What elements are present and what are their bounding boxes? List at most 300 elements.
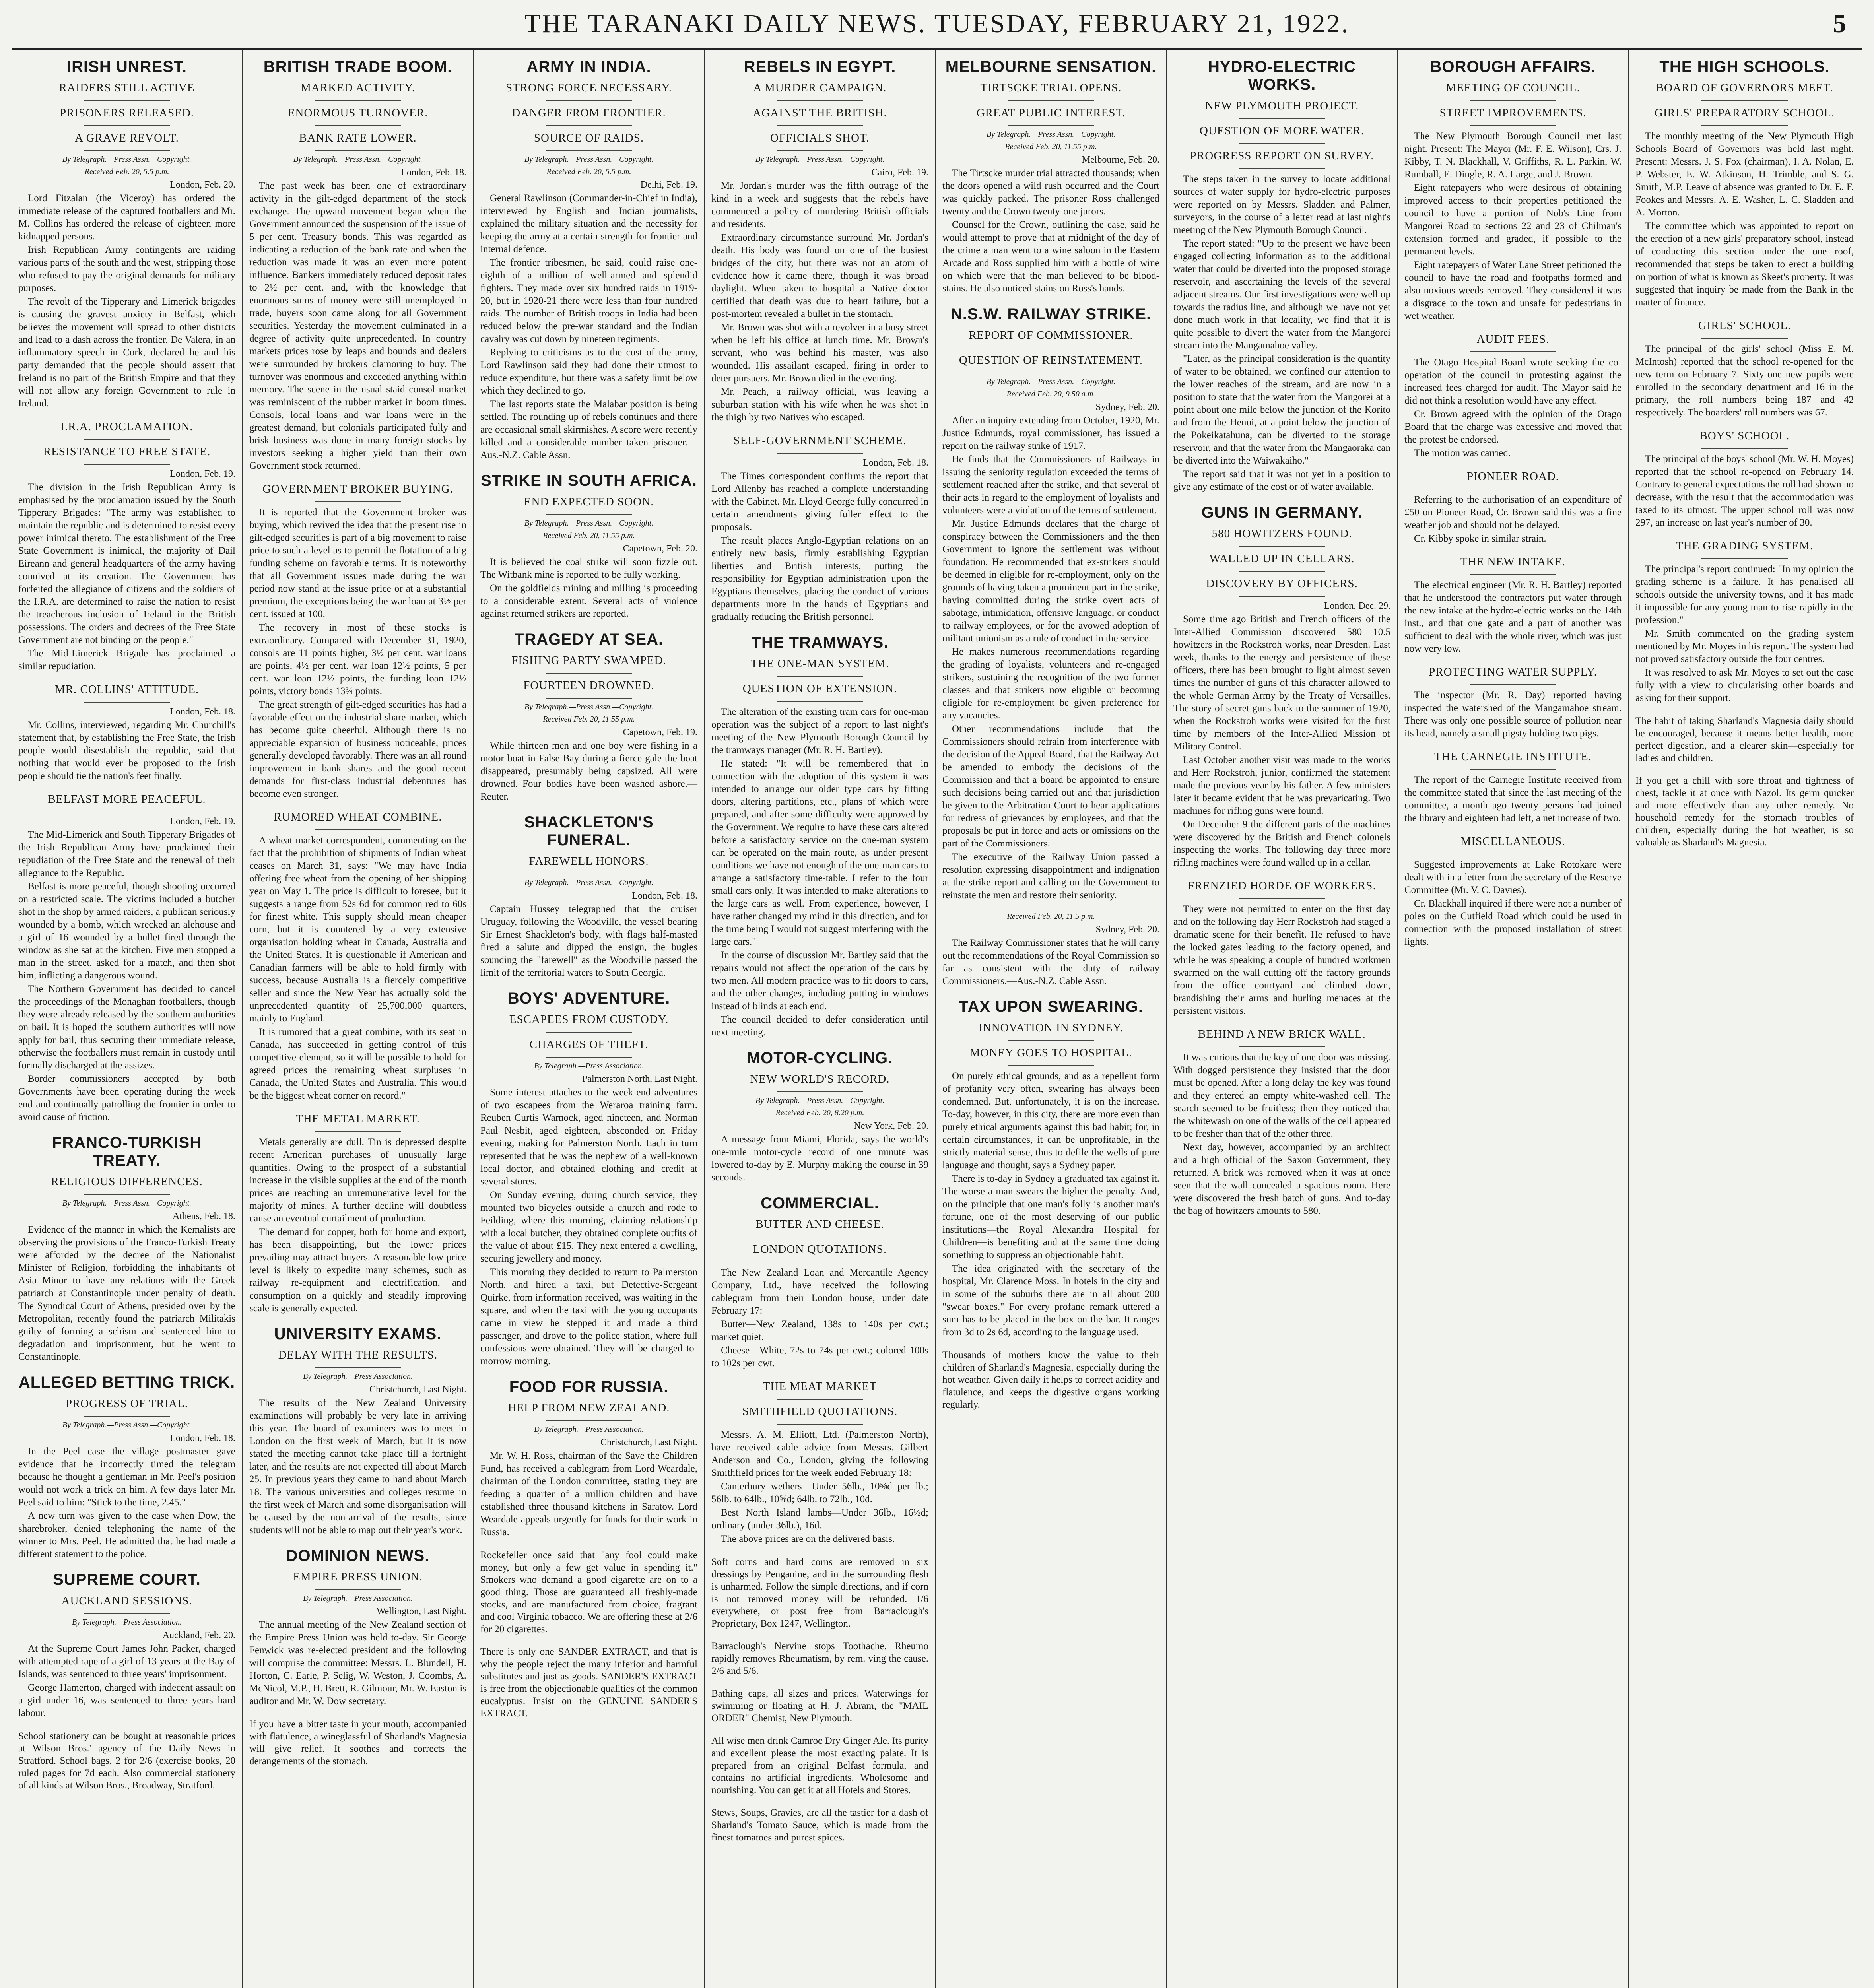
subheadline: DISCOVERY BY OFFICERS. (1206, 577, 1358, 590)
divider-rule (84, 1613, 170, 1614)
divider-rule (1008, 125, 1094, 126)
divider-rule (777, 150, 863, 151)
article-paragraph: In the Peel case the village postmaster gave evidence that he incorrectly timed the telegram because he thought a gentleman in Mr. Peel's position would not work a trick on him. A few days later Mr. Peel said to him: "Stick to the time, 2.45." (18, 1446, 235, 1508)
article-paragraph: Canterbury wethers—Under 56lb., 10⅝d per lb.; 56lb. to 64lb., 10⅝d; 64lb. to 72lb., 10d. (711, 1481, 928, 1505)
article-paragraph: Some interest attaches to the week-end adventures of two escapees from the Weraroa training farm. Reuben Curtis Warnock, aged nineteen, and Norman Paul Nesbit, aged eighteen, absconded on Friday evening, making for Palmerston North. Each in turn represented that he was the nephew of a well-known local doctor, and obtained clothing and credit at several stores. (480, 1087, 697, 1187)
headline: UNIVERSITY EXAMS. (274, 1325, 442, 1343)
divider-rule (546, 514, 632, 515)
article (18, 1374, 235, 1561)
headline: FOOD FOR RUSSIA. (509, 1378, 669, 1396)
article-paragraph: The principal's report continued: "In my opinion the grading scheme is a failure. It has penalised all schools outside the university towns, and it has made it impossible for any young man to rise rapidly in the profession." (1635, 564, 1854, 625)
subheadline: BELFAST MORE PEACEFUL. (48, 793, 206, 806)
article-paragraph: The Otago Hospital Board wrote seeking the co-operation of the council in protesting against the increased fees charged for audit. The Mayor said he did not think a resolution would have any effect. (1404, 357, 1622, 406)
subheadline: MONEY GOES TO HOSPITAL. (969, 1046, 1132, 1059)
advert-text: School stationery can be bought at reasonable prices at Wilson Bros.' agency of the Daily News in Stratford. School bags, 2 for 2/6 (exercise books, 20 ruled pages for 7d each. Also commercial stationery of all kinds at Wilson Bros., Broadway, Stratford. (18, 1731, 235, 1791)
subheadline: MARKED ACTIVITY. (301, 82, 415, 94)
subheadline: RAIDERS STILL ACTIVE (59, 82, 195, 94)
subheadline: RELIGIOUS DIFFERENCES. (51, 1175, 203, 1188)
article (1173, 58, 1390, 493)
advertisement (942, 1349, 1159, 1411)
article-paragraph: It is believed the coal strike will soon fizzle out. The Witbank mine is reported to be fully working. (480, 557, 697, 580)
headline: FRANCO-TURKISH TREATY. (52, 1134, 202, 1169)
divider-rule (1239, 118, 1325, 119)
article-paragraph: In the course of discussion Mr. Bartley said that the repairs would not affect the operation of the cars by two men. All modern practice was to fit doors to cars, and the other changes, including putting in windows instead of blinds at each end. (711, 950, 928, 1011)
headline: GUNS IN GERMANY. (1201, 504, 1363, 521)
subheadline: SMITHFIELD QUOTATIONS. (742, 1405, 898, 1418)
article-paragraph: It was resolved to ask Mr. Moyes to set out the case fully with a view to circularising other boards and asking for their support. (1635, 667, 1854, 703)
advert-text: There is only one SANDER EXTRACT, and that is why the people reject the many inferior and harmful substitutes and just as goods. SANDER'S EXTRACT is free from the objectionable qualities of the common eucalyptus. Insist on the GENUINE SANDER'S EXTRACT. (480, 1646, 697, 1719)
dateline: Wellington, Last Night. (376, 1606, 466, 1617)
article (1404, 333, 1622, 460)
column-3 (474, 50, 705, 1988)
subheadline: GOVERNMENT BROKER BUYING. (262, 483, 453, 495)
article-paragraph: Best North Island lambs—Under 36lb., 16½d; ordinary (under 36lb.), 16d. (711, 1507, 928, 1531)
article (711, 634, 928, 1039)
divider-rule (1701, 338, 1789, 339)
article (1404, 835, 1622, 948)
headline: REBELS IN EGYPT. (744, 58, 896, 76)
subheadline: MISCELLANEOUS. (1460, 835, 1565, 848)
dateline: London, Feb. 20. (170, 180, 235, 190)
masthead (12, 0, 1862, 50)
article-paragraph: Cr. Kibby spoke in similar strain. (1414, 533, 1546, 544)
article-paragraph: Referring to the authorisation of an expenditure of £50 on Pioneer Road, Cr. Brown said this was a fine weather job and should not be delayed. (1404, 494, 1622, 530)
dateline: Christchurch, Last Night. (369, 1384, 466, 1395)
article-paragraph: The Northern Government has decided to cancel the proceedings of the Monaghan footballers, though they were already released by the southern authorities on bail. It is hoped the southern authorities will now apply for bail, thus securing their immediate release, otherwise the footballers must remain in custody until formally discharged at the assizes. (18, 984, 235, 1071)
subheadline: SOURCE OF RAIDS. (534, 132, 644, 144)
divider-rule (777, 1091, 863, 1092)
press-credit: By Telegraph.—Press Assn.—Copyright. (524, 878, 654, 887)
subheadline: THE ONE-MAN SYSTEM. (750, 657, 889, 670)
dateline: Athens, Feb. 18. (173, 1211, 235, 1221)
article-paragraph: Eight ratepayers of Water Lane Street petitioned the council to have the road and footpaths formed and also noxious weeds removed. They considered it was a disgrace to the town and unsafe for pedestrians in wet weather. (1404, 260, 1622, 321)
subheadline: PROTECTING WATER SUPPLY. (1429, 666, 1597, 678)
divider-rule (546, 698, 632, 699)
subheadline: RESISTANCE TO FREE STATE. (43, 445, 211, 458)
dateline: London, Feb. 18. (170, 707, 235, 717)
article (1635, 58, 1854, 309)
article-paragraph: It is rumored that a great combine, with its seat in Canada, has succeeded in getting control of this competitive element, so it will be possible to hold for agreed prices the remaining wheat surpluses in Canada, the United States and Australia. This would be the biggest wheat corner on record." (249, 1027, 466, 1101)
dateline: Sydney, Feb. 20. (1095, 924, 1159, 935)
article-paragraph: The New Plymouth Borough Council met last night. Present: The Mayor (Mr. F. E. Wilson), Crs. J. Kibby, T. N. Blackhall, V. Griffiths, R. L. Parkin, W. Rumball, E. Dingle, R. A. Large, and J. Brown. (1404, 131, 1622, 180)
press-credit: By Telegraph.—Press Assn.—Copyright. (524, 155, 654, 164)
dateline: Melbourne, Feb. 20. (1082, 155, 1159, 165)
subheadline: GIRLS' PREPARATORY SCHOOL. (1654, 107, 1835, 119)
article-paragraph: The frontier tribesmen, he said, could raise one-eighth of a million of well-armed and splendid fighters. They made over six hundred raids in 1919-20, but in 1920-21 there were less than four hundred raids. The number of British troops in India had been reduced below the pre-war standard and the Indian cavalry was cut down by nineteen regiments. (480, 257, 697, 344)
article-paragraph: Suggested improvements at Lake Rotokare were dealt with in a letter from the secretary of the Reserve Committee (Mr. V. C. Davies). (1404, 859, 1622, 895)
divider-rule (1008, 1040, 1094, 1041)
article-paragraph: The annual meeting of the New Zealand section of the Empire Press Union was held to-day. Sir George Fenwick was re-elected president and the following will comprise the committee: Messrs. L. Blundell, H. Horton, C. Earle, P. Selig, W. Weston, J. Coombs, A. McNicol, M.P., H. Brett, R. Gilmour, Mr. W. Easton is auditor and Mr. W. Dow secretary. (249, 1619, 466, 1706)
divider-rule (546, 100, 632, 101)
divider-rule (777, 1399, 863, 1400)
article-paragraph: He stated: "It will be remembered that in connection with the adoption of this system it was intended to arrange our older type cars by fitting doors, altering partitions, etc., plans of which were prepared, and after some difficulty were approved by the Government. We require to have these cars altered before a satisfactory service on the one-man system can be operated on the main route, as under present conditions we have not enough of the one-man cars to arrange a satisfactory time-table. I refer to the four small cars only. It was intended to make alterations to the large cars as well. From experience, however, I have rather changed my mind in this direction, and for the time being I would not suggest interfering with the large cars." (711, 758, 928, 947)
press-credit: By Telegraph.—Press Assn.—Copyright. (986, 130, 1116, 139)
article (480, 58, 697, 462)
received-time: Received Feb. 20, 9.50 a.m. (1006, 390, 1095, 398)
article-paragraph: The idea originated with the secretary of the hospital, Mr. Clarence Moss. In hotels in the city and in some of the suburbs there are in all about 200 "swear boxes." For every profane remark uttered a sum has to be placed in the box on the bar. It ranges from 3d to 2s 6d, according to the language used. (942, 1263, 1159, 1338)
divider-rule (1239, 571, 1325, 572)
article-paragraph: Mr. Justice Edmunds declares that the charge of conspiracy between the Commissioners and the then Government to ignore the settlement was without foundation. He recommended that ex-strikers should be deemed in eligible for re-employment, only on the grounds of having taken a prominent part in the strike, having committed during the strike overt acts of sabotage, intimidation, offensive language, or conduct to railway employees, or for the avowed adoption of militant unionism as a rule of conduct in the service. (942, 518, 1159, 644)
subheadline: STRONG FORCE NECESSARY. (505, 82, 672, 94)
dateline: Capetown, Feb. 19. (623, 727, 697, 738)
article-paragraph: The division in the Irish Republican Army is emphasised by the proclamation issued by the South Tipperary Brigades: "The army was established to maintain the republic and is determined to resist every power inimical thereto. The establishment of the Free State Government is inimical, the majority of Dail Eireann and general headquarters of the army having connived at its creation. The Government has forfeited the allegiance of citizens and the soldiers of the I.R.A. are determined to raise the nation to resist the treacherous inclusion of Ireland in the British possessions. The orders and decrees of the Free State Government are not binding on the people." (18, 482, 235, 645)
column-5 (936, 50, 1167, 1988)
article (942, 912, 1159, 988)
article-paragraph: The results of the New Zealand University examinations will probably be very late in arriving this year. The board of examiners was to meet in London on the first week of March, but it is now stated the meeting cannot take place till a fortnight later, and the results are not expected till about March 25. In previous years they came to hand about March 18. The various universities and colleges resume in the first week of March and some disorganisation will be caused by the non-arrival of the results, since students will not be able to map out their year's work. (249, 1398, 466, 1536)
divider-rule (546, 673, 632, 674)
article-paragraph: Belfast is more peaceful, though shooting occurred on a restricted scale. The victims included a butcher shot in the shop by armed raiders, a publican seriously wounded by a bomb, which wrecked an alehouse and a girl of 16 wounded by a bullet fired through the window as she sat at the kitchen. Five men stopped a man in the street, asked for a match, and then shot him, inflicting a dangerous wound. (18, 881, 235, 981)
article-paragraph: The great strength of gilt-edged securities has had a favorable effect on the industrial share market, which has become quite cheerful. Although there is no appreciable expansion of business noticeable, prices generally developed favorably. There was an all round improvement in bank shares and the good recent demands for first-class industrial debentures has become even stronger. (249, 699, 466, 799)
dateline: Sydney, Feb. 20. (1095, 402, 1159, 412)
article (249, 1112, 466, 1315)
subheadline: WALLED UP IN CELLARS. (1209, 552, 1355, 565)
article-paragraph: General Rawlinson (Commander-in-Chief in India), interviewed by English and Indian journalists, explained the military situation and the necessity for keeping the army at a certain strength for frontier and internal defence. (480, 193, 697, 254)
article (1404, 666, 1622, 740)
article-paragraph: The committee which was appointed to report on the erection of a new girls' preparatory school, instead of conducting this section under the one roof, recommended that steps be taken to erect a building on portion of what is known as Skeet's property. It was suggested that inquiry be made from the Bank in the matter of finance. (1635, 221, 1854, 308)
subheadline: A MURDER CAMPAIGN. (753, 82, 887, 94)
headline: HYDRO-ELECTRIC WORKS. (1208, 58, 1356, 93)
article-paragraph: The past week has been one of extraordinary activity in the gilt-edged department of the stock exchange. The upward movement began when the Government announced the suspension of the issue of 5 per cent. Treasury bonds. This was regarded as indicating a reduction of the bank-rate and when the reduction was made it was an even more potent influence. Bankers immediately reduced deposit rates to 2½ per cent. and, with the knowledge that enormous sums of money were still unemployed in trade, buyers soon came along for all Government securities. Yesterday the movement culminated in a degree of activity quite unprecedented. In country markets prices rose by leaps and bounds and dealers were surrounded by brokers clamoring to buy. The turnover was enormous and exceeded anything within memory. The scene in the usual staid consol market was reminiscent of the rubber market in boom times. Consols, local loans and war loans were in the greatest demand, but colonials participated fully and brisk business was done in many foreign stocks by investors seeking a higher yield than their own Government stock returned. (249, 181, 466, 471)
article (711, 58, 928, 424)
article (942, 305, 1159, 902)
divider-rule (1701, 558, 1789, 559)
headline: N.S.W. RAILWAY STRIKE. (950, 305, 1152, 323)
article-paragraph: The Mid-Limerick and South Tipperary Brigades of the Irish Republican Army have proclaimed their repudiation of the Free State and the renewal of their allegiance to the Republic. (18, 829, 235, 878)
subheadline: MR. COLLINS' ATTITUDE. (54, 683, 199, 696)
subheadline: AGAINST THE BRITISH. (753, 107, 887, 119)
advertisement (480, 1549, 697, 1635)
advertisement (711, 1687, 928, 1724)
article-paragraph: "Later, as the principal consideration is the quantity of water to be obtained, we confined our attention to the lower reaches of the stream, and are now in a position to state that the water from the Mangorei at a point about one mile below the junction of the Korito and from the Henui, at a point below the junction of the Pokeikatahuna, can be diverted to the storage reservoir, and that the water from the Mangaoraka can be diverted into the Waiwakaiho." (1173, 353, 1390, 466)
divider-rule (546, 150, 632, 151)
article-paragraph: Mr. Jordan's murder was the fifth outrage of the kind in a week and suggests that the rebels have commenced a policy of murdering British officials and residents. (711, 181, 928, 229)
subheadline: FISHING PARTY SWAMPED. (511, 654, 666, 667)
divider-rule (84, 464, 170, 465)
article (249, 811, 466, 1102)
article-paragraph: The demand for copper, both for home and export, has been disappointing, but the lower prices prevailing may attract buyers. A reasonable low price level is likely to expedite many schemes, such as railway re-equipment and electrification, and consumption on a quickly and steadily improving scale is generally expected. (249, 1227, 466, 1314)
divider-rule (1239, 1046, 1325, 1047)
article (249, 1547, 466, 1708)
advertisement (18, 1730, 235, 1792)
article-paragraph: This morning they decided to return to Palmerston North, and hired a taxi, but Detective-Sergeant Quirke, from information received, was waiting in the square, and when the taxi with the young occupants came in view he stepped it and made a third passenger, and drove to the police station, where full confessions were obtained. They will be charged to-morrow morning. (480, 1267, 697, 1367)
article (480, 631, 697, 803)
article (1404, 470, 1622, 545)
article-paragraph: Eight ratepayers who were desirous of obtaining improved access to their properties petitioned the council to have a portion of Nob's Line from Mangorei Road to sections 22 and 23 of Chilman's extension formed and graded, if possible to the permanent levels. (1404, 182, 1622, 257)
subheadline: THE MEAT MARKET (763, 1380, 877, 1393)
article-paragraph: On December 9 the different parts of the machines were discovered by the British and French colonels inspecting the works. The following day three more rifling machines were found walled up in a cellar. (1173, 819, 1390, 868)
article-paragraph: The above prices are on the delivered basis. (721, 1534, 895, 1544)
press-credit: By Telegraph.—Press Assn.—Copyright. (755, 155, 885, 164)
subheadline: THE NEW INTAKE. (1460, 555, 1566, 568)
divider-rule (777, 453, 863, 454)
article-paragraph: Cr. Blackhall inquired if there were not a number of poles on the Cutfield Road which could be used in connection with the proposed installation of street lights. (1404, 898, 1622, 947)
subheadline: BOARD OF GOVERNORS MEET. (1656, 82, 1833, 94)
subheadline: FOURTEEN DROWNED. (523, 679, 654, 692)
subheadline: PIONEER ROAD. (1466, 470, 1559, 483)
article-paragraph: The alteration of the existing tram cars for one-man operation was the subject of a report to last night's meeting of the New Plymouth Borough Council by the tramways manager (Mr. R. H. Bartley). (711, 707, 928, 755)
press-credit: By Telegraph.—Press Assn.—Copyright. (986, 377, 1116, 386)
dateline: London, Feb. 19. (170, 469, 235, 479)
advert-text: Stews, Soups, Gravies, are all the tastier for a dash of Sharland's Tomato Sauce, which is made from the finest tomatoes and purest spices. (711, 1807, 928, 1843)
subheadline: BOYS' SCHOOL. (1699, 429, 1790, 442)
dateline: Capetown, Feb. 20. (623, 544, 697, 554)
article-paragraph: Last October another visit was made to the works and Herr Rockstroh, junior, confirmed the statement made the previous year by his father. A few ministers later it became evident that he was prevaricating. Two machines for rifling guns were found. (1173, 755, 1390, 816)
divider-rule (777, 125, 863, 126)
article (249, 1325, 466, 1537)
column-4 (705, 50, 936, 1988)
advert-text: Thousands of mothers know the value to their children of Sharland's Magnesia, especially during the hot weather. Given daily it helps to correct acidity and flatulence, and keeps the digestive organs working regularly. (942, 1350, 1159, 1410)
press-credit: By Telegraph.—Press Association. (72, 1618, 182, 1627)
article-paragraph: Messrs. A. M. Elliott, Ltd. (Palmerston North), have received cable advice from Messrs. Gilbert Anderson and Co., London, giving the following Smithfield prices for the week ended February 18: (711, 1429, 928, 1478)
column-6 (1167, 50, 1398, 1988)
divider-rule (777, 676, 863, 677)
divider-rule (84, 439, 170, 440)
subheadline: BUTTER AND CHEESE. (755, 1218, 884, 1231)
divider-rule (1470, 351, 1556, 352)
headline: SHACKLETON'S FUNERAL. (524, 813, 654, 849)
article (1173, 1028, 1390, 1217)
divider-rule (315, 150, 401, 151)
article-paragraph: The last reports state the Malabar position is being settled. The rounding up of rebels continues and there are occasional small skirmishes. A score were recently killed and a considerable number taken prisoner.—Aus.-N.Z. Cable Assn. (480, 399, 697, 460)
article-paragraph: He finds that the Commissioners of Railways in issuing the seniority regulation exceeded the terms of settlement reached after the strike, and that several of their acts in regard to the employment of loyalists and volunteers were a violation of the terms of settlement. (942, 454, 1159, 516)
article-paragraph: Irish Republican Army contingents are raiding various parts of the south and the west, stripping those who refused to pay the original demands for military purposes. (18, 245, 235, 293)
divider-rule (315, 125, 401, 126)
article-paragraph: The report said that it was not yet in a position to give any estimate of the cost or of water available. (1173, 469, 1390, 492)
headline: TAX UPON SWEARING. (959, 998, 1143, 1015)
subheadline: NEW PLYMOUTH PROJECT. (1205, 99, 1359, 112)
article-paragraph: Metals generally are dull. Tin is depressed despite recent American purchases of unusually large quantities. Owing to the prospect of a substantial increase in the visible supplies at the end of the month prices are reaching an unremunerative level for the majority of mines. A further decline will doubtless cause an eventual curtailment of production. (249, 1137, 466, 1224)
divider-rule (1470, 769, 1556, 770)
article (1404, 555, 1622, 655)
divider-rule (84, 100, 170, 101)
press-credit: By Telegraph.—Press Assn.—Copyright. (62, 1421, 192, 1429)
divider-rule (84, 1194, 170, 1195)
article-paragraph: At the Supreme Court James John Packer, charged with attempted rape of a girl of 13 years at the Bay of Islands, was sentenced to three years' imprisonment. (18, 1643, 235, 1679)
divider-rule (315, 1367, 401, 1368)
article (711, 1380, 928, 1545)
article-paragraph: A new turn was given to the case when Dow, the sharebroker, denied telephoning the name of the winner to Mrs. Peel. He admitted that he had made a different statement to the police. (18, 1510, 235, 1559)
article-paragraph: The Times correspondent confirms the report that Lord Allenby has reached a complete understanding with the Cabinet. Mr. Lloyd George fully concurred in certain amendments giving fuller effect to the proposals. (711, 471, 928, 532)
divider-rule (1239, 596, 1325, 597)
divider-rule (546, 1057, 632, 1058)
article-paragraph: The principal of the girls' school (Miss E. M. McIntosh) reported that the school re-opened for the new term on February 7. Sixty-one new pupils were enrolled in the secondary department and 16 in the primary, the roll numbers being 187 and 42 respectively. The boarders' roll numbers was 67. (1635, 344, 1854, 418)
received-time: Received Feb. 20, 11.5 p.m. (1007, 912, 1095, 921)
received-time: Received Feb. 20, 11.55 p.m. (543, 531, 635, 540)
headline: SUPREME COURT. (53, 1571, 201, 1588)
article-paragraph: The result places Anglo-Egyptian relations on an entirely new basis, firmly establishing Egyptian liberties and British interests, putting the responsibility for Egyptian administration upon the Egyptians themselves, placing the conduct of various departments more in the hands of Egyptians and gradually reducing the British personnel. (711, 535, 928, 622)
subheadline: DANGER FROM FRONTIER. (512, 107, 666, 119)
article-paragraph: The principal of the boys' school (Mr. W. H. Moyes) reported that the school re-opened on February 14. Contrary to general expectations the roll had shown no decrease, with the result that the accommodation was taxed to its utmost. The upper school roll was now 297, an increase on last year's number of 30. (1635, 454, 1854, 528)
headline: IRISH UNREST. (67, 58, 187, 76)
divider-rule (1239, 546, 1325, 547)
subheadline: SELF-GOVERNMENT SCHEME. (733, 434, 907, 447)
column-7 (1398, 50, 1629, 1988)
press-credit: By Telegraph.—Press Assn.—Copyright. (62, 155, 192, 164)
article-paragraph: There is to-day in Sydney a graduated tax against it. The worse a man swears the higher the penalty. And, on the principle that one man's folly is another man's fortune, one of the most deserving of our public institutions—the Royal Alexandra Hospital for Children—is benefiting and at the same time doing something to suppress an objectionable habit. (942, 1173, 1159, 1260)
subheadline: ENORMOUS TURNOVER. (287, 107, 428, 119)
subheadline: INNOVATION IN SYDNEY. (979, 1021, 1123, 1034)
dateline: New York, Feb. 20. (854, 1121, 928, 1131)
article-paragraph: The report stated: "Up to the present we have been engaged collecting information as to the additional water that could be diverted into the proposed storage reservoir, and ascertaining the levels of the several adjacent streams. Our first investigations were well up towards the radius line, and although we have not yet done much work in that locality, we find that it is quite possible to divert the water from the Mangorei stream into the Mangamahoe valley. (1173, 238, 1390, 351)
article-paragraph: On Sunday evening, during church service, they mounted two bicycles outside a church and rode to Feilding, where this morning, claiming relationship with a local butcher, they obtained complete outfits of the value of about £15. They next entered a dwelling, securing jewellery and money. (480, 1190, 697, 1264)
article-paragraph: He makes numerous recommendations regarding the grading of loyalists, volunteers and re-engaged strikers, sustaining the recognition of the two former classes and that strikers now eligible or becoming eligible for re-employment be given preference for any vacancies. (942, 646, 1159, 721)
press-credit: By Telegraph.—Press Association. (534, 1425, 644, 1434)
subheadline: FAREWELL HONORS. (529, 855, 649, 868)
article-paragraph: The New Zealand Loan and Mercantile Agency Company, Ltd., have received the following cablegram from their London house, under date February 17: (711, 1267, 928, 1316)
article-paragraph: Some time ago British and French officers of the Inter-Allied Commission discovered 580 10.5 howitzers in the Rockstroh works, near Dresden. Last week, thanks to the energy and persistence of these officers, there has been brought to light almost seven times the number of guns of this character allowed to the whole German Army by the Treaty of Versailles. The story of secret guns back to the summer of 1920, when the Rockstroh works were visited for the first time by members of the Inter-Allied Mission of Military Control. (1173, 614, 1390, 752)
subheadline: BEHIND A NEW BRICK WALL. (1198, 1028, 1366, 1041)
dateline: Christchurch, Last Night. (600, 1437, 697, 1448)
article (1404, 750, 1622, 825)
headline: THE TRAMWAYS. (751, 634, 889, 651)
subheadline: HELP FROM NEW ZEALAND. (508, 1402, 670, 1414)
article-paragraph: Extraordinary circumstance surround Mr. Jordan's death. His body was found on one of the busiest bridges of the city, but there was not an atom of evidence how it came there, though it was broad daylight. When taken to hospital a Native doctor certified that death was due to heart failure, but a post-mortem revealed a bullet in the stomach. (711, 232, 928, 319)
advert-text: If you get a chill with sore throat and tightness of chest, tackle it at once with Nazol. Its germ quicker and more effectively than any other remedy. No household remedy for the stomach troubles of children, especially during the hot weather, is so valuable as Sharland's Magnesia. (1635, 775, 1854, 848)
subheadline: QUESTION OF REINSTATEMENT. (959, 354, 1143, 367)
divider-rule (315, 1131, 401, 1132)
article (711, 434, 928, 623)
dateline: London, Feb. 18. (632, 891, 697, 901)
press-credit: By Telegraph.—Press Assn.—Copyright. (524, 519, 654, 528)
received-time: Received Feb. 20, 8.20 p.m. (775, 1109, 864, 1117)
divider-rule (1239, 898, 1325, 899)
headline: THE HIGH SCHOOLS. (1659, 58, 1830, 76)
subheadline: RUMORED WHEAT COMBINE. (274, 811, 442, 823)
divider-rule (1701, 448, 1789, 449)
advertisement (711, 1640, 928, 1677)
article-paragraph: Evidence of the manner in which the Kemalists are observing the provisions of the Franco-Turkish Treaty were afforded by the decree of the Nationalist Minister of Religion, forbidding the inhabitants of Asia Minor to have any relations with the Greek patriarch at Constantinople under penalty of death. The Synodical Court of Athens, presided over by the Metropolitan, recently found the patriarch Militakis guilty of forming a schism and sentenced him to degradation and imprisonment, but he went to Constantinople. (18, 1224, 235, 1362)
divider-rule (1701, 100, 1789, 101)
column-1 (12, 50, 243, 1988)
advert-text: Barraclough's Nervine stops Toothache. Rheumo rapidly removes Rheumatism, by rem. ving the cause. 2/6 and 5/6. (711, 1641, 928, 1676)
subheadline: PROGRESS REPORT ON SURVEY. (1190, 149, 1374, 162)
headline: COMMERCIAL. (761, 1194, 879, 1212)
article-paragraph: Border commissioners accepted by both Governments have been operating during the week end and continually patrolling the frontier in order to avoid cause of friction. (18, 1074, 235, 1122)
advertisement (1635, 775, 1854, 848)
article-paragraph: On the goldfields mining and milling is proceeding to a considerable extent. Several acts of violence against returned strikers are reported. (480, 583, 697, 619)
divider-rule (1239, 168, 1325, 169)
press-credit: By Telegraph.—Press Assn.—Copyright. (62, 1199, 192, 1208)
article (18, 793, 235, 1124)
article-paragraph: The motion was carried. (1414, 448, 1511, 458)
article-paragraph: Mr. Collins, interviewed, regarding Mr. Churchill's statement that, by establishing the Free State, the Irish people would disestablish the republic, said that nothing that would ever be proposed to the Irish people should tie the nation's feet finally. (18, 720, 235, 781)
press-credit: By Telegraph.—Press Assn.—Copyright. (755, 1096, 885, 1105)
article-paragraph: A wheat market correspondent, commenting on the fact that the prohibition of shipments of Indian wheat ceases on March 31, says: "We may have India offering free wheat from the opening of her shipping year on May 1. The price is difficult to foresee, but it suggests a range from 52s 6d for common red to 60s for finest white. This supply should mean cheaper corn, but it is countered by a very extensive organisation holding wheat in Canada, Australia and the United States. It is questionable if American and Canadian farmers will be able to hold firmly with success, because Australia is a fiercely competitive seller and since the New Year has actually sold the unprecedented quantity of 25,700,000 quarters, mainly to England. (249, 835, 466, 1024)
article-paragraph: Mr. Smith commented on the grading system mentioned by Mr. Moyes in his report. The system had not proved satisfactory outside the four centres. (1635, 628, 1854, 664)
divider-rule (546, 1032, 632, 1033)
article-paragraph: The recovery in most of these stocks is extraordinary. Compared with December 31, 1920, consols are 11 points higher, 3½ per cent. war loans are points, 4½ per cent. war loan 12½ points, 5 per cent. war loan 12½ points, the funding loan 12½ points, victory bonds 13¾ points. (249, 622, 466, 697)
divider-rule (1239, 143, 1325, 144)
column-8 (1629, 50, 1860, 1988)
dateline: London, Feb. 18. (170, 1433, 235, 1443)
subheadline: AUDIT FEES. (1476, 333, 1550, 346)
article-paragraph: Next day, however, accompanied by an architect and a high official of the Saxon Government, they returned. A brick was removed when it was at once seen that the wall concealed a spacious room. Here were discovered the fresh batch of guns. And to-day the bag of howitzers amounts to 580. (1173, 1142, 1390, 1216)
headline: DOMINION NEWS. (286, 1547, 430, 1565)
subheadline: THE METAL MARKET. (296, 1112, 420, 1125)
article-paragraph: Mr. W. H. Ross, chairman of the Save the Children Fund, has received a cablegram from Lord Weardale, chairman of the London committee, stating they are feeding a quarter of a million children and have established three thousand kitchens in Saratov. Lord Weardale appeals urgently for funds for their work in Russia. (480, 1450, 697, 1538)
article-paragraph: George Hamerton, charged with indecent assault on a girl under 16, was sentenced to three years hard labour. (18, 1682, 235, 1718)
divider-rule (1701, 125, 1789, 126)
subheadline: DELAY WITH THE RESULTS. (278, 1349, 438, 1361)
advert-text: If you have a bitter taste in your mouth, accompanied with flatulence, a wineglassful of Sharland's Magnesia will give relief. It soothes and corrects the derangements of the stomach. (249, 1719, 466, 1767)
press-credit: By Telegraph.—Press Assn.—Copyright. (293, 155, 423, 164)
headline: BRITISH TRADE BOOM. (263, 58, 452, 76)
press-credit: By Telegraph.—Press Assn.—Copyright. (524, 703, 654, 711)
subheadline: REPORT OF COMMISSIONER. (969, 329, 1133, 342)
article (1635, 319, 1854, 419)
article (1173, 504, 1390, 869)
article (1404, 58, 1622, 322)
advertisement (711, 1807, 928, 1844)
subheadline: QUESTION OF MORE WATER. (1200, 124, 1364, 137)
article-paragraph: Cr. Brown agreed with the opinion of the Otago Board that the charge was excessive and moved that the protest be endorsed. (1404, 409, 1622, 445)
masthead-title: THE TARANAKI DAILY NEWS. TUESDAY, FEBRUARY 21, 1922. (524, 9, 1350, 38)
divider-rule (315, 1589, 401, 1590)
divider-rule (777, 100, 863, 101)
divider-rule (84, 150, 170, 151)
advertisement (1635, 715, 1854, 764)
received-time: Received Feb. 20, 5.5 p.m. (84, 167, 169, 176)
article-paragraph: Butter—New Zealand, 138s to 140s per cwt.; market quiet. (711, 1319, 928, 1342)
article (18, 1134, 235, 1363)
article-paragraph: A message from Miami, Florida, says the world's one-mile motor-cycle record of one minute was lowered to-day by E. Murphy making the course in 39 seconds. (711, 1134, 928, 1183)
subheadline: TIRTSCKE TRIAL OPENS. (980, 82, 1122, 94)
article-paragraph: Captain Hussey telegraphed that the cruiser Uruguay, following the Woodville, the vessel bearing Sir Ernest Shackleton's body, with flags half-masted fired a salute and dipped the ensign, the bugles sounding the "farewell" as the Woodville passed the limit of the territorial waters to South Georgia. (480, 904, 697, 978)
headline: MOTOR-CYCLING. (747, 1049, 893, 1067)
dateline: Palmerston North, Last Night. (582, 1074, 697, 1084)
headline: TRAGEDY AT SEA. (514, 631, 664, 648)
article (942, 998, 1159, 1339)
subheadline: FRENZIED HORDE OF WORKERS. (1188, 879, 1376, 892)
received-time: Received Feb. 20, 11.55 p.m. (543, 715, 635, 724)
article-paragraph: The executive of the Railway Union passed a resolution expressing disappointment and indignation at the strike report and calling on the Government to reinstate the men and restore their seniority. (942, 852, 1159, 901)
article-paragraph: Counsel for the Crown, outlining the case, said he would attempt to prove that at midnight of the day of the crime a man went to a wine saloon in the Eastern Arcade and Ross supplied him with a bottle of wine on which were that the man believed to be blood-stains. He also noticed stains on Ross's hands. (942, 219, 1159, 294)
article-paragraph: The report of the Carnegie Institute received from the committee stated that since the last meeting of the committee, a month ago twenty persons had joined the library and eighteen had left, a net increase of two. (1404, 775, 1622, 823)
advertisement (711, 1735, 928, 1796)
advert-text: Bathing caps, all sizes and prices. Waterwings for swimming or floating at H. J. Abram, the "MAIL ORDER" Chemist, New Plymouth. (711, 1688, 928, 1724)
article-paragraph: The council decided to defer consideration until next meeting. (711, 1014, 928, 1038)
article-paragraph: Cheese—White, 72s to 74s per cwt.; colored 100s to 102s per cwt. (711, 1345, 928, 1369)
subheadline: 580 HOWITZERS FOUND. (1212, 527, 1352, 540)
subheadline: GREAT PUBLIC INTEREST. (976, 107, 1126, 119)
advert-text: All wise men drink Camroc Dry Ginger Ale. Its purity and excellent please the most exacting palate. It is prepared from an original Belfast formula, and contains no artificial ingredients. Wholesome and nourishing. You can get it at all Hotels and Stores. (711, 1736, 928, 1796)
subheadline: PRISONERS RELEASED. (59, 107, 194, 119)
article (1173, 879, 1390, 1017)
article (711, 1049, 928, 1184)
advert-text: Soft corns and hard corns are removed in six dressings by Penganine, and in the surrounding flesh is unharmed. Follow the simple directions, and if corn is not removed money will be refunded. 1/6 everywhere, or post free from Barraclough's Proprietary, Box 1247, Wellington. (711, 1557, 928, 1629)
article (18, 683, 235, 782)
dateline: Cairo, Feb. 19. (871, 167, 928, 178)
page-number: 5 (1833, 9, 1846, 38)
subheadline: QUESTION OF EXTENSION. (742, 682, 897, 695)
article-paragraph: It was curious that the key of one door was missing. With dogged persistence they insisted that the door must be opened. After a long delay the key was found and they entered an empty white-washed cell. The search seemed to be fruitless; then they noticed that the whitewash on one of the walls of the cell appeared to be fresher than that of the other three. (1173, 1052, 1390, 1139)
article-paragraph: Replying to criticisms as to the cost of the army, Lord Rawlinson said they had done their utmost to reduce expenditure, but there was a safety limit below which they declined to go. (480, 347, 697, 396)
columns (12, 50, 1862, 1988)
received-time: Received Feb. 20, 11.55 p.m. (1005, 142, 1097, 151)
article-paragraph: After an inquiry extending from October, 1920, Mr. Justice Edmunds, royal commissioner, has issued a report on the railway strike of 1917. (942, 415, 1159, 451)
article (480, 1378, 697, 1539)
subheadline: BANK RATE LOWER. (299, 132, 417, 144)
press-credit: By Telegraph.—Press Association. (303, 1594, 413, 1603)
article (18, 420, 235, 673)
headline: BOYS' ADVENTURE. (507, 990, 670, 1007)
subheadline: AUCKLAND SESSIONS. (61, 1594, 192, 1607)
subheadline: EMPIRE PRESS UNION. (293, 1571, 423, 1583)
headline: ALLEGED BETTING TRICK. (18, 1374, 235, 1391)
article (942, 58, 1159, 295)
received-time: Received Feb. 20, 5.5 p.m. (546, 167, 631, 176)
subheadline: LONDON QUOTATIONS. (753, 1243, 887, 1256)
